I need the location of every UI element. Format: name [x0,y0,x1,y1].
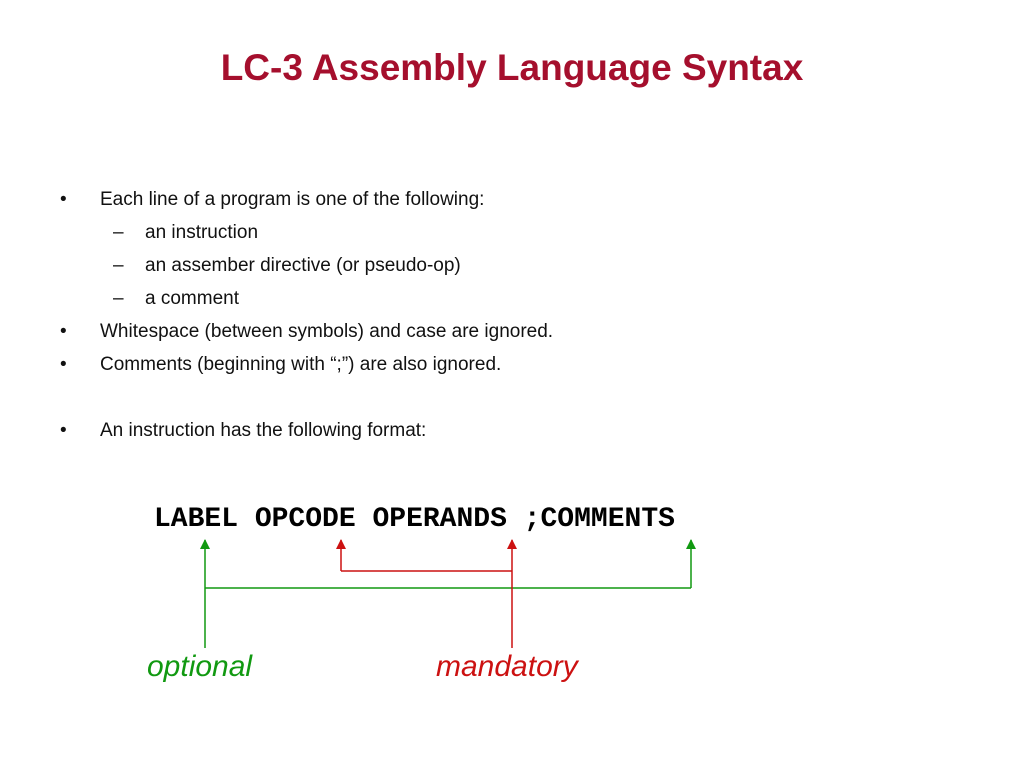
optional-connector [200,539,696,648]
bullet-item: Each line of a program is one of the following: [100,189,485,210]
format-opcode: OPCODE [254,504,356,535]
format-comments: ;COMMENTS [523,504,675,535]
sub-bullet-marker: – [113,255,124,276]
bullet-item: Whitespace (between symbols) and case are ignored. [100,321,554,342]
bullet-marker: • [60,354,67,375]
format-operands: OPERANDS [372,504,507,535]
bullet-marker: • [60,420,67,441]
sub-bullet-item: a comment [145,288,239,309]
mandatory-connector [336,539,517,648]
format-label: LABEL [154,504,239,535]
mandatory-arrowhead-operands [507,539,517,549]
bullet-marker: • [60,189,67,210]
optional-arrowhead-comments [686,539,696,549]
sub-bullet-marker: – [113,288,124,309]
bullet-item: An instruction has the following format: [100,420,427,441]
sub-bullet-marker: – [113,222,124,243]
optional-arrowhead-label [200,539,210,549]
bullet-marker: • [60,321,67,342]
bullet-item: Comments (beginning with “;”) are also ignored. [100,354,502,375]
mandatory-label: mandatory [436,650,578,683]
slide-title: LC-3 Assembly Language Syntax [220,47,804,88]
sub-bullet-item: an assember directive (or pseudo-op) [145,255,461,276]
mandatory-arrowhead-opcode [336,539,346,549]
sub-bullet-item: an instruction [145,222,259,243]
optional-label: optional [147,650,253,683]
